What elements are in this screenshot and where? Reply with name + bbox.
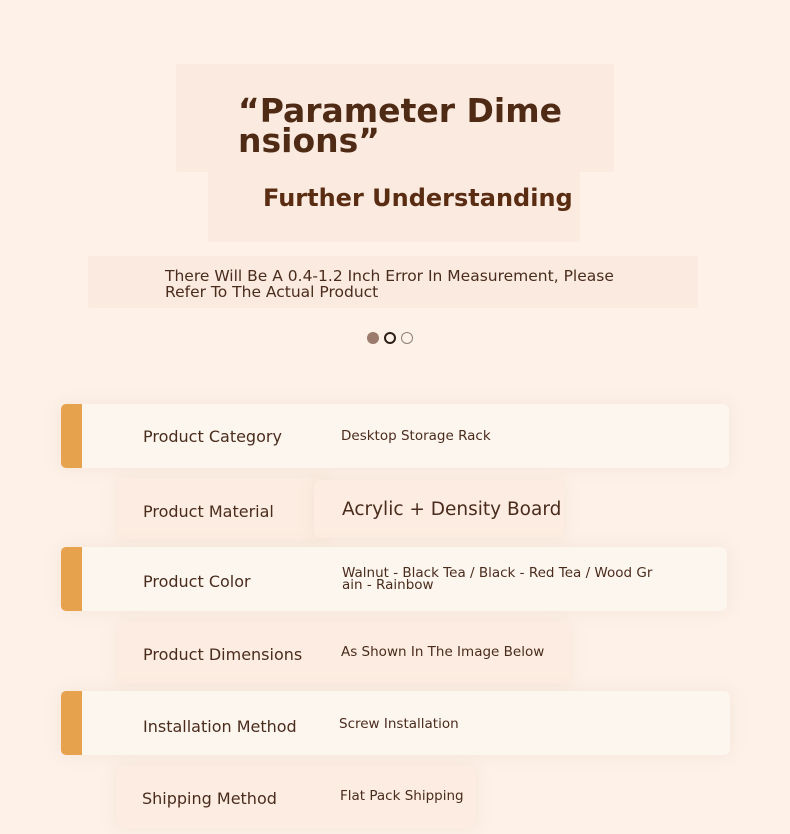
row-accent-bar bbox=[61, 691, 82, 755]
carousel-dot-3[interactable] bbox=[401, 332, 413, 344]
parameter-value-dimensions: As Shown In The Image Below bbox=[341, 644, 545, 660]
parameter-value-installation: Screw Installation bbox=[339, 716, 459, 732]
carousel-dot-2[interactable] bbox=[384, 332, 396, 344]
parameter-label-material: Product Material bbox=[143, 502, 274, 521]
parameter-label-shipping: Shipping Method bbox=[142, 789, 277, 808]
row-accent-bar bbox=[61, 404, 82, 468]
parameter-value-color: Walnut - Black Tea / Black - Red Tea / Wood Grain - Rainbow bbox=[342, 565, 653, 593]
parameter-label-dimensions: Product Dimensions bbox=[143, 645, 303, 664]
row-accent-bar bbox=[61, 547, 82, 611]
page-title: “Parameter Dimensions” bbox=[238, 91, 562, 160]
parameter-value-shipping: Flat Pack Shipping bbox=[340, 788, 464, 804]
parameter-label-color: Product Color bbox=[143, 572, 251, 591]
carousel-dot-1[interactable] bbox=[367, 332, 379, 344]
parameter-value-material: Acrylic + Density Board bbox=[342, 499, 562, 520]
measurement-notice: There Will Be A 0.4-1.2 Inch Error In Measurement, Please Refer To The Actual Product bbox=[165, 267, 614, 301]
parameter-value-category: Desktop Storage Rack bbox=[341, 428, 491, 444]
parameter-label-category: Product Category bbox=[143, 427, 282, 446]
page-subtitle: Further Understanding bbox=[263, 184, 573, 212]
carousel-indicator bbox=[367, 332, 413, 344]
parameter-label-installation: Installation Method bbox=[143, 717, 297, 736]
